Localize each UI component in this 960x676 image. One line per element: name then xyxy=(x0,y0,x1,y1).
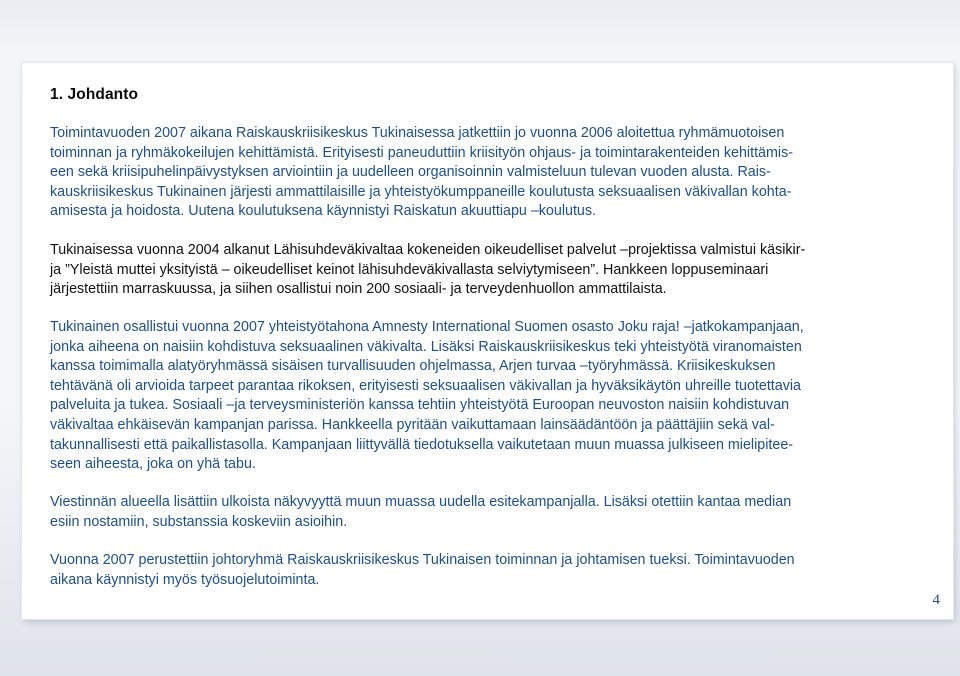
paragraph-line: esiin nostamiin, substanssia koskeviin asioihin. xyxy=(50,513,348,530)
paragraph-1 xyxy=(50,124,793,222)
paragraph-line: järjestettiin marraskuussa, ja siihen osallistui noin 200 sosiaali- ja terveydenhuollon ammattilaista. xyxy=(50,281,667,298)
paragraph-line: palveluita ja tukea. Sosiaali –ja terveysministeriön kanssa tehtiin yhteistyötä Euroopan neuvoston naisiin kohdistuvan xyxy=(50,397,790,414)
slide-page xyxy=(22,63,953,619)
paragraph-line: takunnallisesti että paikallistasolla. Kampanjaan liittyvällä tiedotuksella vaikutetaan muun muassa julkiseen mielipitee- xyxy=(50,436,794,453)
paragraph-line: Tukinainen osallistui vuonna 2007 yhteistyötahona Amnesty International Suomen osasto Joku raja! –jatkokampanjaan, xyxy=(50,319,804,335)
paragraph-line: Vuonna 2007 perustettiin johtoryhmä Raiskauskriisikeskus Tukinaisen toiminnan ja johtamisen tueksi. Toimintavuoden xyxy=(50,552,795,568)
paragraph-line: tehtävänä oli arvioida tarpeet parantaa rikoksen, erityisesti seksuaalisen väkivallan ja hyväksikäytön uhreille tuotettavia xyxy=(50,377,801,394)
paragraph-5 xyxy=(50,551,795,590)
paragraph-line: kanssa toimimalla alatyöryhmässä sisäisen turvallisuuden ohjelmassa, Arjen turvaa –työryhmässä. Kriisikeskuksen xyxy=(50,358,776,375)
paragraph-line: aikana käynnistyi myös työsuojelutoiminta. xyxy=(50,571,320,588)
paragraph-line: een sekä kriisipuhelinpäivystyksen arviointiin ja uudelleen organisoinnin valmisteluun tulevan vuoden alusta. Rais- xyxy=(50,164,771,181)
section-heading: 1. Johdanto xyxy=(50,86,139,103)
paragraph-line: seen aiheesta, joka on yhä tabu. xyxy=(50,456,256,473)
paragraph-line: ja ”Yleistä muttei yksityistä – oikeudelliset keinot lähisuhdeväkivallasta selviytymiseen”. Hankkeen loppuseminaari xyxy=(50,261,769,278)
paragraph-line: jonka aiheena on naisiin kohdistuva seksuaalinen väkivalta. Lisäksi Raiskauskriisikeskus teki yhteistyötä viranomaisten xyxy=(50,338,802,355)
paragraph-line: väkivaltaa ehkäisevän kampanjan parissa. Hankkeella pyritään vaikuttamaan lainsäädäntöön ja päättäjiin sekä val- xyxy=(50,416,775,433)
paragraph-4 xyxy=(50,493,791,532)
paragraph-line: Viestinnän alueella lisättiin ulkoista näkyvyyttä muun muassa uudella esitekampanjalla. Lisäksi otettiin kantaa median xyxy=(50,494,792,510)
paragraph-2 xyxy=(50,241,805,300)
paragraph-line: amisesta ja hoidosta. Uutena koulutuksena käynnistyi Raiskatun akuuttiapu –koulutus. xyxy=(50,203,596,220)
paragraph-line: Tukinaisessa vuonna 2004 alkanut Lähisuhdeväkivaltaa kokeneiden oikeudelliset palvelut –projektissa valmistui käsikir- xyxy=(50,242,806,258)
paragraph-line: kauskriisikeskus Tukinainen järjesti ammattilaisille ja yhteistyökumppaneille koulutusta seksuaalisen väkivallan kohta- xyxy=(50,183,792,200)
paragraph-line: Toimintavuoden 2007 aikana Raiskauskriisikeskus Tukinaisessa jatkettiin jo vuonna 2006 aloitettua ryhmämuotoisen xyxy=(50,125,785,141)
page-number: 4 xyxy=(932,592,940,608)
paragraph-3 xyxy=(50,318,804,475)
paragraph-line: toiminnan ja ryhmäkokeilujen kehittämistä. Erityisesti paneuduttiin kriisityön ohjaus- ja toimintarakenteiden kehittämis- xyxy=(50,144,793,161)
